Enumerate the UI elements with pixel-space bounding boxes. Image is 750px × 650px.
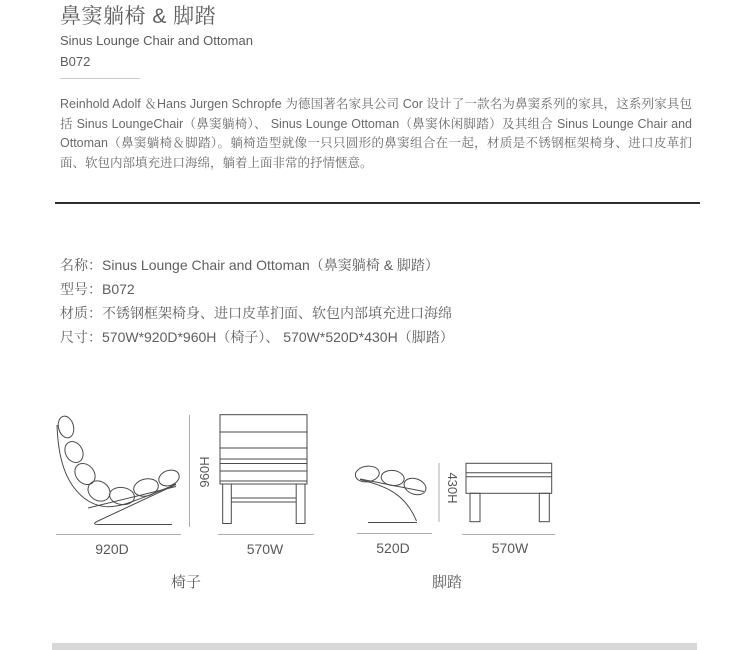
spec-dimensions: 尺寸：570W*920D*960H（椅子）、 570W*520D*430H（脚踏） — [60, 329, 454, 345]
spec-material: 材质：不锈钢框架椅身、进口皮革扪面、软包内部填充进口海绵 — [60, 305, 452, 321]
ottoman-width-label: 570W — [491, 540, 529, 556]
chair-caption: 椅子 — [170, 574, 201, 591]
section-divider — [55, 202, 700, 204]
model-number: B072 — [60, 54, 91, 69]
ottoman-depth-label: 520D — [376, 540, 410, 556]
ottoman-caption: 脚踏 — [431, 574, 462, 591]
ottoman-front-view-drawing — [460, 458, 560, 528]
page-title: 鼻窦躺椅 & 脚踏 — [60, 5, 217, 28]
ottoman-depth-dim-line — [357, 533, 432, 534]
header-rule — [60, 78, 140, 79]
chair-depth-label: 920D — [95, 541, 129, 557]
footer-bar — [52, 643, 697, 650]
product-subtitle: Sinus Lounge Chair and Ottoman — [60, 33, 253, 48]
chair-side-view-drawing — [50, 410, 195, 540]
chair-width-label: 570W — [246, 541, 284, 557]
chair-front-view-drawing — [215, 410, 315, 535]
spec-name: 名称：Sinus Lounge Chair and Ottoman（鼻窦躺椅 & 脚踏） — [60, 257, 439, 273]
chair-depth-dim-line — [56, 534, 181, 535]
chair-width-dim-line — [218, 534, 314, 535]
spec-list — [60, 253, 454, 349]
ottoman-side-view-drawing — [345, 455, 445, 535]
product-description: Reinhold Adolf ＆Hans Jurgen Schropfe 为德国著名家具公司 Cor 设计了一款名为鼻窦系列的家具，这系列家具包括 Sinus LoungeChair（鼻窦躺椅）、 Sinus Lounge Ottoman（鼻窦休闲脚踏）及其组合 Sinus Lounge Chair and Ottoman（鼻窦躺椅＆脚踏）。躺椅造型就像一只只圆形的鼻窦组合在一起，材质是不锈钢框架椅身、进口皮革扪面、软包内部填充进口海绵，躺着上面非常的抒情惬意。 — [60, 97, 692, 170]
spec-model: 型号：B072 — [60, 281, 135, 297]
chair-height-label: 960H — [197, 456, 212, 488]
ottoman-width-dim-line — [462, 534, 555, 535]
ottoman-height-label: 430H — [445, 472, 460, 504]
